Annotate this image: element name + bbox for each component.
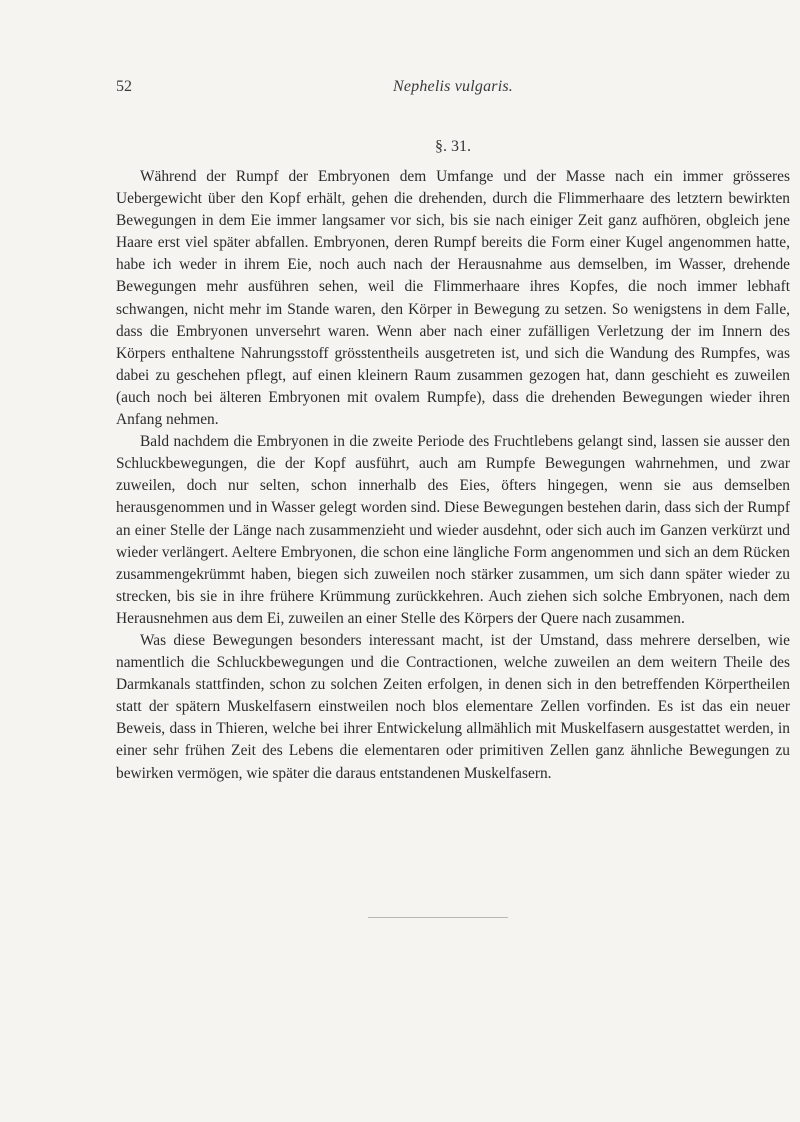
running-title: Nephelis vulgaris. xyxy=(392,78,514,95)
closing-rule xyxy=(368,917,508,918)
paragraph-2: Bald nachdem die Embryonen in die zweite Periode des Fruchtlebens gelangt sind, lassen sie ausser den Schluckbewegungen, die der Kopf ausführt, auch am Rumpfe Bewegungen wahrnehmen, und zwar zuweilen, doch nur selten, schon innerhalb des Eies, öfters hingegen, wenn sie aus demselben herausgenommen und in Wasser gelegt worden sind. Diese Bewegungen bestehen darin, dass sich der Rumpf an einer Stelle der Länge nach zusammenzieht und wieder ausdehnt, oder sich auch im Ganzen verkürzt und wieder verlängert. Aeltere Embryonen, die schon eine längliche Form angenommen und sich an dem Rücken zusammengekrümmt haben, biegen sich zuweilen noch stärker zusammen, um sich dann später wieder zu strecken, bis sie in ihre frühere Krümmung zurückkehren. Auch ziehen sich solche Embryonen, nach dem Herausnehmen aus dem Ei, zuweilen an einer Stelle des Körpers der Quere nach zusammen. xyxy=(116,433,790,627)
page-header xyxy=(116,78,790,102)
paragraph-1: Während der Rumpf der Embryonen dem Umfange und der Masse nach ein immer grösseres Uebergewicht über den Kopf erhält, gehen die drehenden, durch die Flimmerhaare des letztern bewirkten Bewegungen in dem Eie immer langsamer vor sich, bis sie nach einiger Zeit ganz aufhören, obgleich jene Haare erst viel später abfallen. Embryonen, deren Rumpf bereits die Form einer Kugel angenommen hatte, habe ich weder in ihrem Eie, noch auch nach der Herausnahme aus demselben, im Wasser, drehende Bewegungen mehr ausführen sehen, weil die Flimmerhaare ihres Kopfes, die noch immer lebhaft schwangen, nicht mehr im Stande waren, den Körper in Bewegung zu setzen. So wenigstens in dem Falle, dass die Embryonen unversehrt waren. Wenn aber nach einer zufälligen Verletzung der im Innern des Körpers enthaltene Nahrungsstoff grösstentheils ausgetreten ist, und sich die Wandung des Rumpfes, was dabei zu geschehen pflegt, auf einen kleinern Raum zusammen gezogen hat, dann geschieht es zuweilen (auch noch bei älteren Embryonen mit ovalem Rumpfe), dass die drehenden Bewegungen wieder ihren Anfang nehmen. xyxy=(116,168,790,429)
section-heading: §. 31. xyxy=(435,138,471,155)
page-number: 52 xyxy=(116,78,132,95)
text-body xyxy=(116,166,790,785)
paragraph-3: Was diese Bewegungen besonders interessant macht, ist der Umstand, dass mehrere derselben, wie namentlich die Schluckbewegungen und die Contractionen, welche zuweilen an dem weitern Theile des Darmkanals stattfinden, schon zu solchen Zeiten erfolgen, in denen sich in den betreffenden Körpertheilen statt der spätern Muskelfasern einstweilen noch blos elementare Zellen vorfinden. Es ist das ein neuer Beweis, dass in Thieren, welche bei ihrer Entwickelung allmählich mit Muskelfasern ausgestattet werden, in einer sehr frühen Zeit des Lebens die elementaren oder primitiven Zellen ganz ähnliche Bewegungen zu bewirken vermögen, wie später die daraus entstandenen Muskelfasern. xyxy=(116,631,790,782)
